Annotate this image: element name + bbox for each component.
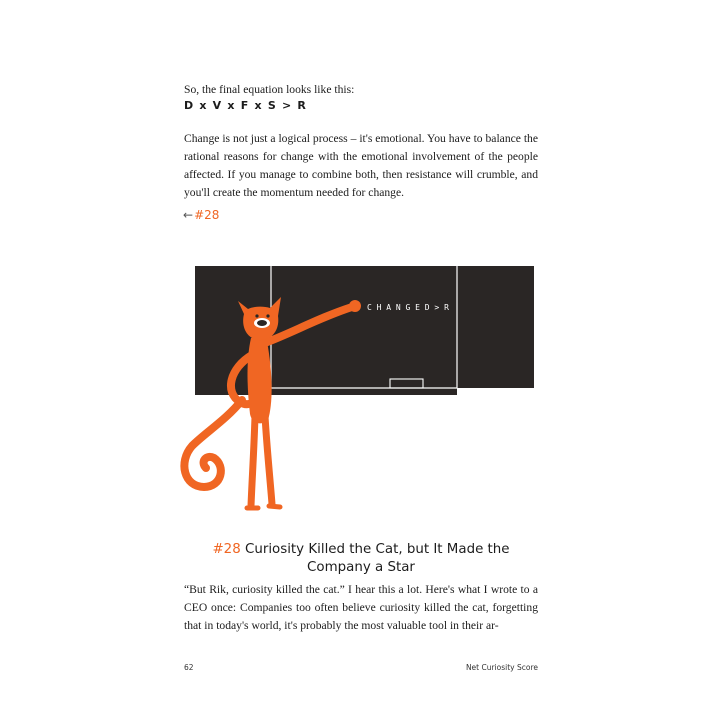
arrow-left-icon: ← — [183, 208, 194, 222]
paragraph-change: Change is not just a logical process – it's emotional. You have to balance the rational reasons for change with the emotional involvement of the people affected. If you manage to combine both, then resistance will crumble, and you'll create the momentum needed for change. — [184, 132, 538, 199]
cat-foot — [269, 506, 280, 507]
cat-paw — [349, 300, 361, 312]
heading-title: Curiosity Killed the Cat, but It Made the Company a Star — [244, 542, 510, 575]
cat-mouth-inner — [257, 320, 267, 326]
cat-eye — [255, 314, 258, 317]
board-writing: C H A N G E D > R — [367, 303, 449, 312]
equation: D x V x F x S > R — [184, 99, 308, 112]
back-link-label: #28 — [194, 208, 220, 222]
intro-text: So, the final equation looks like this: — [184, 83, 355, 96]
cat-leg-left — [251, 416, 255, 506]
running-footer: Net Curiosity Score — [465, 663, 538, 672]
cat-body — [248, 336, 272, 423]
cat-leg-right — [265, 416, 272, 504]
section-heading — [184, 541, 538, 577]
heading-number: #28 — [212, 542, 241, 557]
page-number: 62 — [184, 663, 194, 672]
cat-tail — [184, 400, 242, 487]
paragraph-curiosity: “But Rik, curiosity killed the cat.” I hear this a lot. Here's what I wrote to a CEO once: Companies too often believe curiosity killed the cat, forgetting that in today's world, it's probably the most valuable tool in their ar- — [184, 583, 538, 632]
cat-eye — [266, 314, 269, 317]
